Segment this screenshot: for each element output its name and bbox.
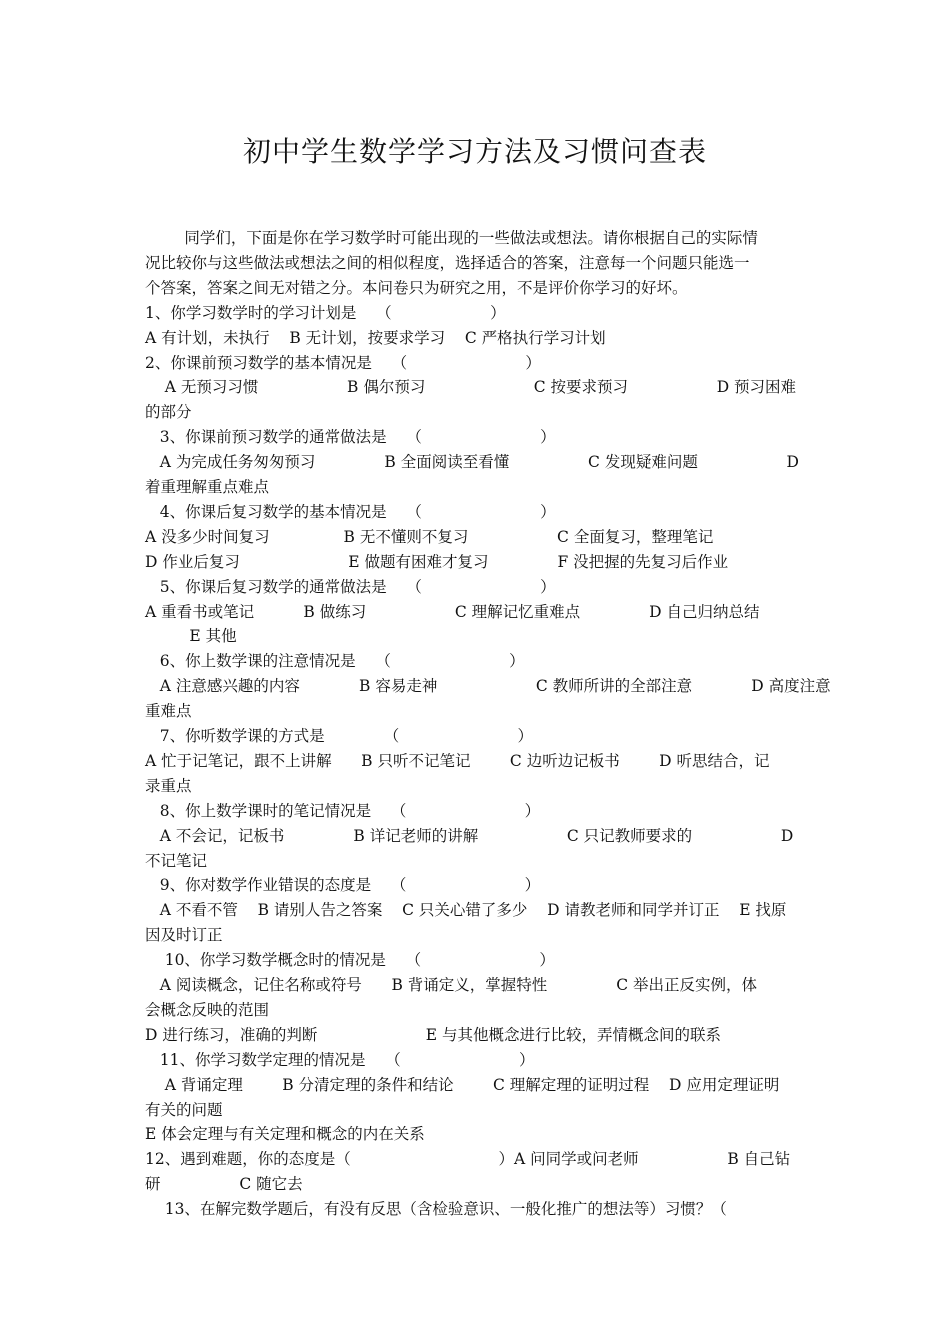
text-line: E 其他 <box>145 627 237 646</box>
text-line: 个答案，答案之间无对错之分。本问卷只为研究之用，不是评价你学习的好坏。 <box>145 278 688 297</box>
text-line: 不记笔记 <box>145 851 208 870</box>
page-title: 初中学生数学学习方法及习惯问查表 <box>242 135 707 168</box>
text-line: A 注意感兴趣的内容 B 容易走神 C 教师所讲的全部注意 D 高度注意 <box>145 677 831 696</box>
text-line: 8、你上数学课时的笔记情况是 （ ） <box>145 801 541 820</box>
text-line: 因及时订正 <box>145 926 223 945</box>
text-line: 1、你学习数学时的学习计划是 （ ） <box>145 303 506 322</box>
text-line: 4、你课后复习数学的基本情况是 （ ） <box>145 502 556 521</box>
text-line: A 没多少时间复习 B 无不懂则不复习 C 全面复习，整理笔记 <box>145 527 714 546</box>
text-line: 同学们，下面是你在学习数学时可能出现的一些做法或想法。请你根据自己的实际情 <box>145 229 758 247</box>
text-line: A 无预习习惯 B 偶尔预习 C 按要求预习 D 预习困难 <box>145 378 797 397</box>
text-line: 有关的问题 <box>145 1100 223 1119</box>
text-line: 录重点 <box>145 776 192 795</box>
text-line: D 进行练习，准确的判断 E 与其他概念进行比较，弄情概念间的联系 <box>145 1025 721 1044</box>
text-line: 5、你课后复习数学的通常做法是 （ ） <box>145 577 556 596</box>
text-line: A 背诵定理 B 分清定理的条件和结论 C 理解定理的证明过程 D 应用定理证明 <box>145 1075 780 1094</box>
text-line: A 有计划，未执行 B 无计划，按要求学习 C 严格执行学习计划 <box>145 328 606 347</box>
text-line: A 不会记，记板书 B 详记老师的讲解 C 只记教师要求的 D <box>145 826 794 845</box>
text-line: 2、你课前预习数学的基本情况是 （ ） <box>145 353 541 372</box>
text-line: E 体会定理与有关定理和概念的内在关系 <box>145 1125 425 1144</box>
text-line: 研 C 随它去 <box>145 1175 303 1194</box>
text-line: 9、你对数学作业错误的态度是 （ ） <box>145 876 541 895</box>
text-line: A 不看不管 B 请别人告之答案 C 只关心错了多少 D 请教老师和同学并订正 E 找原 <box>145 901 787 920</box>
text-line: 11、你学习数学定理的情况是 （ ） <box>145 1050 535 1069</box>
text-line: A 重看书或笔记 B 做练习 C 理解记忆重难点 D 自己归纳总结 <box>145 602 760 621</box>
text-line: D 作业后复习 E 做题有困难才复习 F 没把握的先复习后作业 <box>145 552 729 571</box>
text-line: 12、遇到难题，你的态度是（ ）A 问同学或问老师 B 自己钻 <box>145 1150 791 1169</box>
text-line: 况比较你与这些做法或想法之间的相似程度，选择适合的答案，注意每一个问题只能选一 <box>145 253 750 272</box>
text-line: 10、你学习数学概念时的情况是 （ ） <box>145 951 555 970</box>
text-line: 着重理解重点难点 <box>145 478 270 496</box>
text-line: 13、在解完数学题后，有没有反思（含检验意识、一般化推广的想法等）习惯？（ <box>145 1200 727 1219</box>
text-line: A 忙于记笔记，跟不上讲解 B 只听不记笔记 C 边听边记板书 D 听思结合，记 <box>145 751 770 770</box>
text-line: 6、你上数学课的注意情况是 （ ） <box>145 652 525 671</box>
text-line: 的部分 <box>145 403 192 422</box>
text-line: 3、你课前预习数学的通常做法是 （ ） <box>145 428 556 447</box>
text-line: 重难点 <box>145 702 192 721</box>
text-line: A 为完成任务匆匆预习 B 全面阅读至看懂 C 发现疑难问题 D <box>145 453 799 472</box>
text-line: 7、你听数学课的方式是 （ ） <box>145 727 534 745</box>
text-line: 会概念反映的范围 <box>145 1000 270 1019</box>
text-line: A 阅读概念，记住名称或符号 B 背诵定义，掌握特性 C 举出正反实例，体 <box>145 976 758 994</box>
